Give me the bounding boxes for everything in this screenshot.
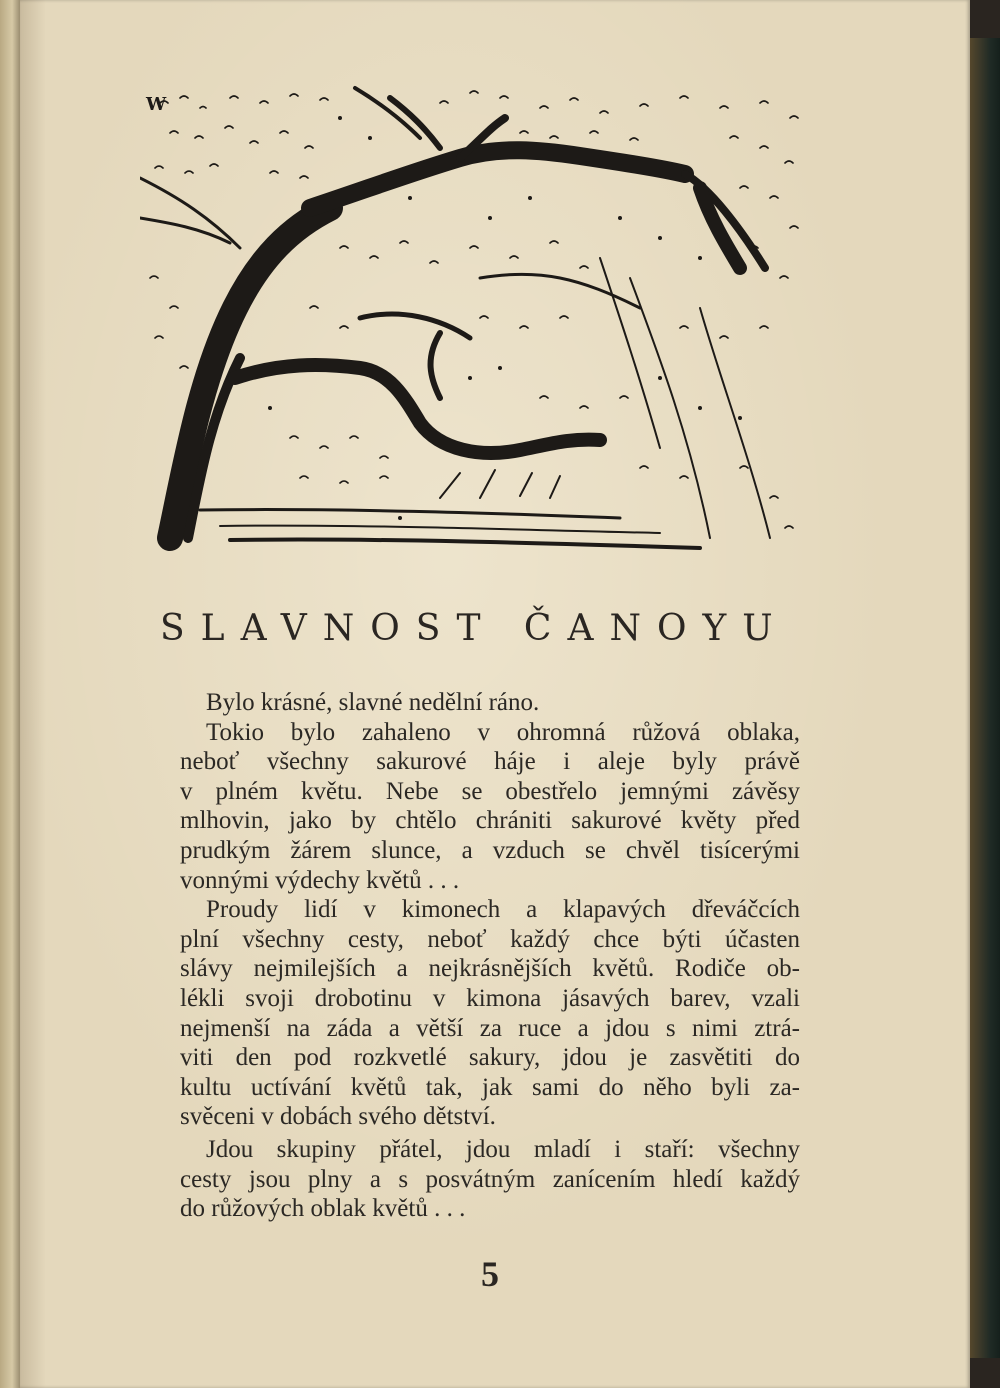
- text-line: Tokio bylo zahaleno v ohromná růžová oblaka,: [206, 718, 800, 746]
- book-page: [20, 0, 970, 1388]
- text-line: neboť všechny sakurové háje i aleje byly právě: [180, 748, 800, 776]
- previous-page-edge: [0, 0, 22, 1388]
- text-line: Bylo krásné, slavné nedělní ráno.: [206, 689, 540, 716]
- chapter-body: [180, 688, 800, 1224]
- text-line: v plném květu. Nebe se obestřelo jemnými závěsy: [180, 777, 800, 805]
- text-line: slávy nejmilejších a nejkrásnějších květů. Rodiče ob-: [180, 955, 800, 983]
- text-line: prudkým žárem slunce, a vzduch se chvěl tisícerými: [180, 836, 800, 864]
- text-line: viti den pod rozkvetlé sakury, jdou je zasvětiti do: [180, 1044, 800, 1072]
- cherry-tree-illustration: [140, 78, 805, 556]
- text-line: vonnými výdechy květů . . .: [180, 866, 460, 894]
- text-line: plní všechny cesty, neboť každý chce býti účasten: [180, 925, 800, 953]
- book-cover-edge: [968, 38, 1000, 1358]
- text-line: svěceni v dobách svého dětství.: [180, 1103, 496, 1131]
- text-line: kultu uctívání květů tak, jak sami do něho byli za-: [180, 1073, 800, 1101]
- text-line: lékli svoji drobotinu v kimona jásavých barev, vzali: [180, 984, 800, 1012]
- page-number: 5: [481, 1254, 499, 1294]
- chapter-title: SLAVNOST ČANOYU: [160, 608, 789, 649]
- illustration-signature: W: [146, 94, 167, 115]
- text-line: Proudy lidí v kimonech a klapavých dřeváčcích: [206, 896, 800, 924]
- text-line: cesty jsou plny a s posvátným zanícením hledí každý: [180, 1165, 800, 1193]
- text-line: do růžových oblak květů . . .: [180, 1195, 466, 1223]
- text-line: mlhovin, jako by chtělo chrániti sakurové květy před: [180, 807, 800, 835]
- text-line: nejmenší na záda a větší za ruce a jdou s nimi ztrá-: [180, 1014, 800, 1042]
- text-line: Jdou skupiny přátel, jdou mladí i staří: všechny: [206, 1135, 800, 1163]
